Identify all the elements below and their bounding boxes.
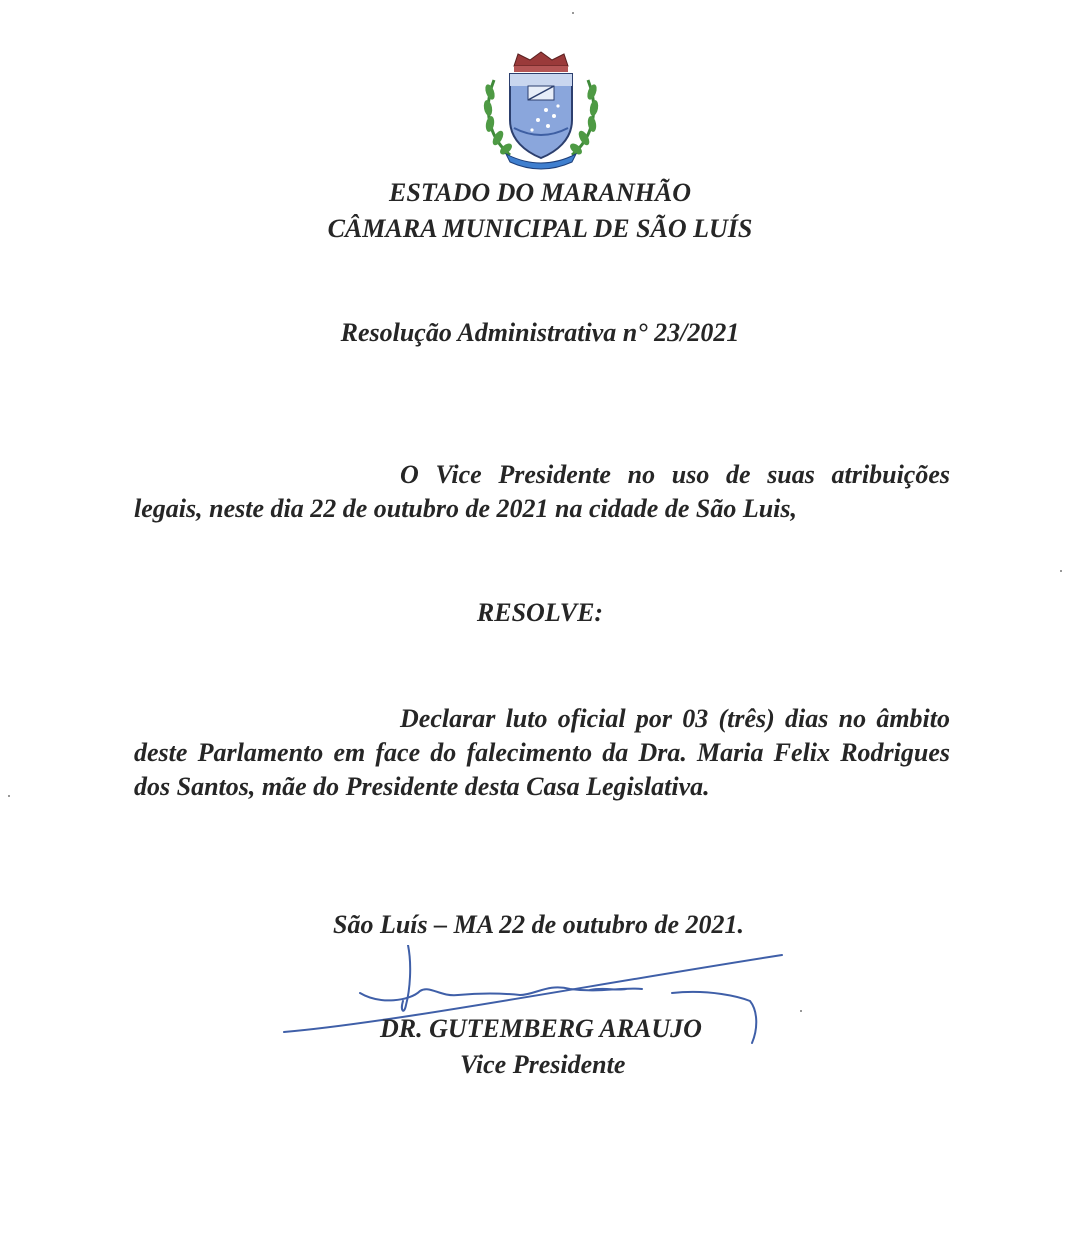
signatory-role: Vice Presidente [460,1050,626,1079]
resolve-heading: RESOLVE: [476,598,604,627]
scan-speck [800,1010,802,1012]
decision-paragraph: Declarar luto oficial por 03 (três) dias no âmbito deste Parlamento em face do falecimento da Dra. Maria Felix Rodrigues dos Santos, mãe do Presidente desta Casa Legislativa. [134,704,950,801]
state-heading: ESTADO DO MARANHÃO [389,178,691,207]
signatory-name: DR. GUTEMBERG ARAUJO [380,1014,702,1043]
scan-speck [1060,570,1062,572]
scan-speck [572,12,574,14]
scan-speck [8,795,10,797]
place-date: São Luís – MA 22 de outubro de 2021. [333,910,745,939]
document-title: Resolução Administrativa n° 23/2021 [340,318,740,347]
preamble-paragraph: O Vice Presidente no uso de suas atribuições legais, neste dia 22 de outubro de 2021 na cidade de São Luis, [134,460,950,523]
chamber-heading: CÂMARA MUNICIPAL DE SÃO LUÍS [327,214,753,243]
municipal-coat-of-arms-icon [480,50,602,170]
